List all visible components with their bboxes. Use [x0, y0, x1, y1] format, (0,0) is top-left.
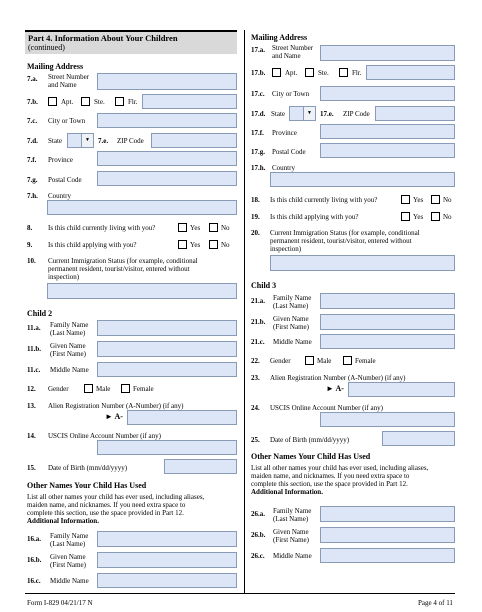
child-3-heading: Child 3: [251, 281, 277, 290]
alias-middle-input-right[interactable]: [320, 548, 455, 563]
middle-name-label-right: Middle Name: [273, 338, 312, 346]
item-21b-number: 21.b.: [251, 318, 266, 326]
ste-label: Ste.: [94, 98, 105, 106]
ste-checkbox-right[interactable]: [305, 68, 314, 77]
q9-no-checkbox[interactable]: [209, 240, 218, 249]
given-name-input[interactable]: [97, 341, 237, 357]
street-input-right[interactable]: [320, 45, 455, 61]
item-16a-number: 16.a.: [27, 535, 41, 543]
zip-label-right: ZIP Code: [343, 110, 370, 118]
item-17f-number: 17.f.: [251, 129, 264, 137]
female-checkbox-right[interactable]: [343, 356, 352, 365]
item-7c-number: 7.c.: [27, 117, 38, 125]
item-26c-number: 26.c.: [251, 552, 265, 560]
male-checkbox[interactable]: [84, 384, 93, 393]
item-26a-number: 26.a.: [251, 510, 265, 518]
uscis-account-input-right[interactable]: [320, 412, 455, 427]
chevron-down-icon: ▼: [307, 111, 312, 116]
form-id: Form I-829 04/21/17 N: [27, 599, 93, 607]
item-7f-number: 7.f.: [27, 156, 37, 164]
uscis-account-label: USCIS Online Account Number (if any): [48, 432, 161, 440]
uscis-account-label-right: USCIS Online Account Number (if any): [270, 404, 383, 412]
footer-rule: [25, 593, 455, 594]
family-name-input-right[interactable]: [320, 293, 455, 309]
item-17g-number: 17.g.: [251, 148, 265, 156]
item-11c-number: 11.c.: [27, 366, 41, 374]
question-20-line2: permanent resident, tourist/visitor, entered without: [270, 237, 412, 245]
question-20-line3: inspection): [270, 245, 302, 253]
anumber-input-right[interactable]: [348, 382, 455, 397]
family-name-label-right: Family Name: [273, 294, 312, 302]
page-number: Page 4 of 11: [418, 599, 453, 607]
dob-label-right: Date of Birth (mm/dd/yyyy): [270, 436, 350, 444]
alias-family-input-right[interactable]: [320, 506, 455, 522]
item-23-number: 23.: [251, 374, 260, 382]
gender-label: Gender: [48, 385, 69, 393]
part-continued: (continued): [28, 43, 65, 52]
alias-middle-label: Middle Name: [50, 577, 89, 585]
state-select[interactable]: [67, 133, 94, 148]
flr-checkbox-right[interactable]: [339, 68, 348, 77]
q18-yes-label: Yes: [413, 196, 424, 204]
item-22-number: 22.: [251, 357, 260, 365]
alias-given-label: Given Name: [50, 553, 86, 561]
state-label: State: [48, 137, 62, 145]
question-10-line2: permanent resident, tourist/visitor, entered without: [48, 265, 190, 273]
item-20-number: 20.: [251, 229, 260, 237]
alias-given-input-right[interactable]: [320, 527, 455, 543]
mailing-address-heading-right: Mailing Address: [251, 33, 308, 42]
item-7d-number: 7.d.: [27, 137, 38, 145]
q18-yes-checkbox[interactable]: [401, 195, 410, 204]
apt-checkbox-right[interactable]: [272, 68, 281, 77]
dob-input[interactable]: [164, 459, 237, 474]
gender-label-right: Gender: [270, 357, 291, 365]
question-8: Is this child currently living with you?: [48, 224, 156, 232]
question-18: Is this child currently living with you?: [270, 196, 378, 204]
question-9: Is this child applying with you?: [48, 241, 137, 249]
country-label: Country: [48, 192, 71, 200]
alias-family-label: Family Name: [50, 532, 89, 540]
dob-input-right[interactable]: [382, 431, 455, 446]
q9-no-label: No: [221, 241, 230, 249]
anumber-prefix: ► A-: [105, 412, 123, 421]
item-17e-number: 17.e.: [320, 110, 334, 118]
apt-label-right: Apt.: [285, 69, 298, 77]
item-19-number: 19.: [251, 213, 260, 221]
given-name-label-2: (First Name): [50, 350, 86, 358]
item-17c-number: 17.c.: [251, 90, 265, 98]
q19-no-checkbox[interactable]: [431, 212, 440, 221]
male-checkbox-right[interactable]: [305, 356, 314, 365]
anumber-input[interactable]: [127, 410, 237, 425]
other-names-heading: Other Names Your Child Has Used: [27, 481, 147, 490]
city-input[interactable]: [97, 113, 237, 128]
city-label-right: City or Town: [272, 90, 310, 98]
column-divider: [244, 30, 245, 593]
city-input-right[interactable]: [320, 86, 455, 101]
question-10-line3: inspection): [48, 273, 80, 281]
alias-given-label-2: (First Name): [50, 561, 86, 569]
anumber-prefix-right: ► A-: [326, 384, 344, 393]
item-24-number: 24.: [251, 404, 260, 412]
dob-label: Date of Birth (mm/dd/yyyy): [48, 464, 128, 472]
other-names-right-text-3: complete this section, use the space provided in Part 12.: [251, 480, 408, 488]
apt-number-input[interactable]: [142, 94, 237, 109]
family-name-label: Family Name: [50, 321, 89, 329]
item-17h-number: 17.h.: [251, 164, 266, 172]
item-10-number: 10.: [27, 257, 36, 265]
postal-label: Postal Code: [48, 176, 82, 184]
alias-family-input[interactable]: [97, 531, 237, 547]
female-label-right: Female: [355, 357, 376, 365]
q19-yes-label: Yes: [413, 213, 424, 221]
other-names-text-1: List all other names your child has ever used, including aliases,: [27, 493, 205, 501]
country-input[interactable]: [47, 200, 237, 215]
item-16b-number: 16.b.: [27, 556, 42, 564]
country-input-right[interactable]: [270, 172, 455, 187]
postal-input[interactable]: [97, 171, 237, 186]
q9-yes-label: Yes: [190, 241, 201, 249]
postal-input-right[interactable]: [320, 143, 455, 158]
female-label: Female: [133, 385, 154, 393]
other-names-text-4: Additional Information.: [27, 517, 99, 525]
question-20-line1: Current Immigration Status (for example, conditional: [270, 229, 420, 237]
street-input[interactable]: [97, 73, 237, 90]
ste-label-right: Ste.: [318, 69, 329, 77]
mailing-address-heading: Mailing Address: [27, 62, 84, 71]
male-label-right: Male: [317, 357, 332, 365]
state-label-right: State: [271, 110, 285, 118]
given-name-label-right: Given Name: [273, 315, 309, 323]
item-8-number: 8.: [27, 224, 33, 232]
province-input[interactable]: [97, 151, 237, 166]
q8-yes-label: Yes: [190, 224, 201, 232]
item-7a-number: 7.a.: [27, 75, 38, 83]
q8-no-label: No: [221, 224, 230, 232]
flr-label: Flr.: [128, 98, 138, 106]
apt-number-input-right[interactable]: [366, 65, 455, 80]
uscis-account-input[interactable]: [97, 440, 237, 455]
male-label: Male: [96, 385, 111, 393]
family-name-input[interactable]: [97, 320, 237, 336]
q18-no-label: No: [443, 196, 452, 204]
anumber-label: Alien Registration Number (A-Number) (if any): [48, 402, 184, 410]
chevron-down-icon: ▼: [85, 138, 90, 143]
q18-no-checkbox[interactable]: [431, 195, 440, 204]
item-7g-number: 7.g.: [27, 176, 38, 184]
item-15-number: 15.: [27, 464, 36, 472]
apt-label: Apt.: [61, 98, 74, 106]
item-7e-number: 7.e.: [98, 137, 109, 145]
other-names-right-text-4: Additional Information.: [251, 488, 323, 496]
item-11b-number: 11.b.: [27, 345, 42, 353]
immigration-status-input[interactable]: [47, 283, 237, 299]
alias-middle-input[interactable]: [97, 573, 237, 588]
flr-checkbox[interactable]: [115, 97, 124, 106]
alias-given-label-right: Given Name: [273, 528, 309, 536]
ste-checkbox[interactable]: [81, 97, 90, 106]
alias-given-label-right-2: (First Name): [273, 536, 309, 544]
middle-name-input[interactable]: [97, 362, 237, 377]
other-names-right-text-2: maiden name, and nicknames. If you need extra space to: [251, 472, 410, 480]
middle-name-input-right[interactable]: [320, 334, 455, 349]
state-select-right[interactable]: [289, 106, 316, 121]
street-label-right-2: and Name: [272, 52, 301, 60]
q8-yes-checkbox[interactable]: [178, 223, 187, 232]
other-names-heading-right: Other Names Your Child Has Used: [251, 452, 371, 461]
province-label: Province: [48, 156, 73, 164]
other-names-text-2: maiden name, and nicknames. If you need extra space to: [27, 501, 186, 509]
family-name-label-2: (Last Name): [50, 329, 86, 337]
child-2-heading: Child 2: [27, 309, 53, 318]
alias-given-input[interactable]: [97, 552, 237, 568]
other-names-text-3: complete this section, use the space provided in Part 12.: [27, 509, 184, 517]
zip-input-right[interactable]: [375, 106, 455, 121]
province-label-right: Province: [272, 129, 297, 137]
question-10-line1: Current Immigration Status (for example, conditional: [48, 257, 198, 265]
q19-yes-checkbox[interactable]: [401, 212, 410, 221]
question-19: Is this child applying with you?: [270, 213, 359, 221]
item-21c-number: 21.c.: [251, 338, 265, 346]
middle-name-label: Middle Name: [50, 366, 89, 374]
given-name-label-right-2: (First Name): [273, 323, 309, 331]
item-21a-number: 21.a.: [251, 297, 265, 305]
alias-family-label-2: (Last Name): [50, 540, 86, 548]
family-name-label-right-2: (Last Name): [273, 302, 309, 310]
part-title: Part 4. Information About Your Children: [28, 33, 178, 43]
immigration-status-input-right[interactable]: [270, 255, 455, 271]
other-names-right-text-1: List all other names your child has ever used, including aliases,: [251, 464, 429, 472]
alias-middle-label-right: Middle Name: [273, 552, 312, 560]
female-checkbox[interactable]: [121, 384, 130, 393]
item-7a-label: Street Number: [48, 73, 90, 81]
alias-family-label-right: Family Name: [273, 507, 312, 515]
item-13-number: 13.: [27, 402, 36, 410]
postal-label-right: Postal Code: [272, 148, 306, 156]
given-name-input-right[interactable]: [320, 314, 455, 330]
country-label-right: Country: [272, 164, 295, 172]
item-7a-label-2: and Name: [48, 81, 77, 89]
anumber-label-right: Alien Registration Number (A-Number) (if any): [270, 374, 406, 382]
item-17d-number: 17.d.: [251, 110, 266, 118]
zip-label: ZIP Code: [117, 137, 144, 145]
item-25-number: 25.: [251, 436, 260, 444]
item-14-number: 14.: [27, 432, 36, 440]
q19-no-label: No: [443, 213, 452, 221]
item-17b-number: 17.b.: [251, 69, 266, 77]
street-label-right: Street Number: [272, 44, 314, 52]
q9-yes-checkbox[interactable]: [178, 240, 187, 249]
item-9-number: 9.: [27, 241, 33, 249]
item-18-number: 18.: [251, 196, 260, 204]
item-17a-number: 17.a.: [251, 46, 265, 54]
alias-family-label-right-2: (Last Name): [273, 515, 309, 523]
item-7h-number: 7.h.: [27, 192, 38, 200]
province-input-right[interactable]: [320, 124, 455, 139]
item-11a-number: 11.a.: [27, 324, 41, 332]
item-16c-number: 16.c.: [27, 577, 41, 585]
flr-label-right: Flr.: [352, 69, 362, 77]
apt-checkbox[interactable]: [48, 97, 57, 106]
zip-input[interactable]: [151, 133, 237, 148]
item-12-number: 12.: [27, 385, 36, 393]
given-name-label: Given Name: [50, 342, 86, 350]
item-26b-number: 26.b.: [251, 531, 266, 539]
city-label: City or Town: [48, 117, 86, 125]
q8-no-checkbox[interactable]: [209, 223, 218, 232]
item-7b-number: 7.b.: [27, 98, 38, 106]
